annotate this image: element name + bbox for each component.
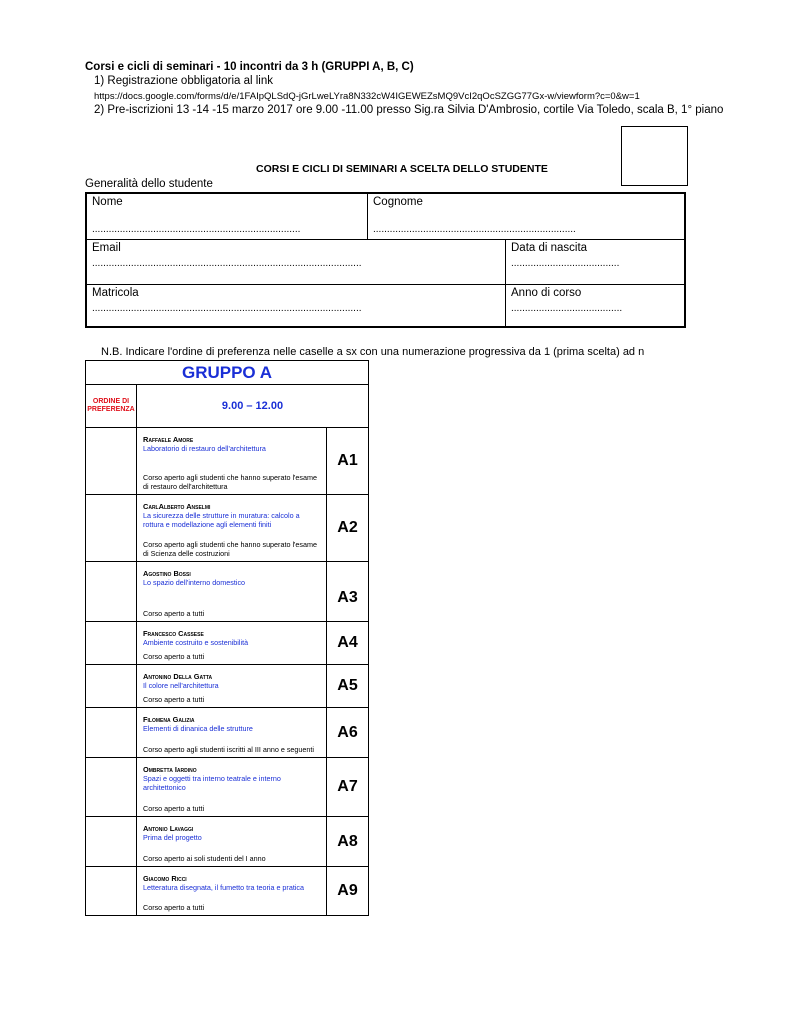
- group-title: GRUPPO A: [86, 361, 369, 385]
- photo-box: [621, 126, 688, 186]
- table-row: [86, 708, 369, 758]
- data-nascita-dots: .......................................: [511, 258, 620, 269]
- course-code: A9: [327, 867, 369, 916]
- table-row: [86, 562, 369, 622]
- email-label: Email: [92, 242, 121, 254]
- time-header: 9.00 – 12.00: [137, 385, 369, 428]
- course-code: A7: [327, 758, 369, 817]
- course-title: Laboratorio di restauro dell'architettura: [143, 444, 266, 453]
- professor-name: Agostino Bossi: [143, 569, 191, 578]
- preference-box-a7[interactable]: [86, 758, 137, 817]
- course-title: Ambiente costruito e sostenibilità: [143, 638, 249, 647]
- course-note: Corso aperto a tutti: [143, 903, 205, 912]
- course-note: Corso aperto agli studenti che hanno superato l'esame di Scienza delle costruzioni: [143, 540, 317, 558]
- anno-corso-label: Anno di corso: [511, 287, 582, 299]
- professor-name: Giacomo Ricci: [143, 874, 187, 883]
- preregistration-line: 2) Pre-iscrizioni 13 -14 -15 marzo 2017 ore 9.00 -11.00 presso Sig.ra Silvia D'Ambrosio, cortile Via Toledo, scala B, 1° piano: [94, 104, 724, 116]
- preference-box-a6[interactable]: [86, 708, 137, 758]
- cognome-field[interactable]: [368, 194, 684, 240]
- anno-corso-dots: ........................................: [511, 303, 623, 314]
- group-a-table: [85, 360, 369, 916]
- data-nascita-field[interactable]: [506, 240, 684, 285]
- course-code: A5: [327, 665, 369, 708]
- course-title: Spazi e oggetti tra interno teatrale e interno architettonico: [143, 774, 281, 792]
- course-note: Corso aperto a tutti: [143, 804, 205, 813]
- preference-box-a2[interactable]: [86, 495, 137, 562]
- matricola-label: Matricola: [92, 287, 139, 299]
- course-note: Corso aperto a tutti: [143, 609, 205, 618]
- professor-name: Filomena Galizia: [143, 715, 195, 724]
- header-title: Corsi e cicli di seminari - 10 incontri da 3 h (GRUPPI A, B, C): [85, 61, 414, 73]
- preference-box-a1[interactable]: [86, 428, 137, 495]
- course-title: Prima del progetto: [143, 833, 202, 842]
- professor-name: Francesco Cassese: [143, 629, 204, 638]
- course-note: Corso aperto a tutti: [143, 652, 205, 661]
- preference-box-a5[interactable]: [86, 665, 137, 708]
- email-dots: .................................................................................................: [92, 258, 362, 269]
- course-title: Letteratura disegnata, il fumetto tra teoria e pratica: [143, 883, 305, 892]
- form-title: CORSI E CICLI DI SEMINARI A SCELTA DELLO STUDENTE: [256, 163, 548, 175]
- preference-box-a3[interactable]: [86, 562, 137, 622]
- nome-label: Nome: [92, 196, 123, 208]
- professor-name: Antonino Della Gatta: [143, 672, 213, 681]
- table-row: [86, 665, 369, 708]
- course-note: Corso aperto a tutti: [143, 695, 205, 704]
- table-row: [86, 817, 369, 867]
- course-code: A2: [327, 495, 369, 562]
- email-field[interactable]: [87, 240, 506, 285]
- matricola-dots: .................................................................................................: [92, 303, 362, 314]
- course-note: Corso aperto ai soli studenti del I anno: [143, 854, 266, 863]
- preference-header: ORDINE DI PREFERENZA: [86, 385, 137, 428]
- course-note: Corso aperto agli studenti iscritti al III anno e seguenti: [143, 745, 314, 754]
- course-code: A1: [327, 428, 369, 495]
- course-code: A4: [327, 622, 369, 665]
- preference-note: N.B. Indicare l'ordine di preferenza nelle caselle a sx con una numerazione progressiva da 1 (prima scelta) ad n: [101, 346, 645, 358]
- data-nascita-label: Data di nascita: [511, 242, 588, 254]
- course-note: Corso aperto agli studenti che hanno superato l'esame di restauro dell'architettura: [143, 473, 317, 491]
- cognome-dots: .........................................................................: [373, 224, 576, 235]
- anno-corso-field[interactable]: [506, 285, 684, 326]
- course-code: A3: [327, 562, 369, 622]
- matricola-field[interactable]: [87, 285, 506, 326]
- course-title: La sicurezza delle strutture in muratura: calcolo a rottura e modellazione agli elementi finiti: [143, 511, 300, 529]
- course-code: A8: [327, 817, 369, 867]
- course-code: A6: [327, 708, 369, 758]
- professor-name: CarlAlberto Anselmi: [143, 502, 211, 511]
- student-info-label: Generalità dello studente: [85, 178, 213, 190]
- preference-box-a4[interactable]: [86, 622, 137, 665]
- professor-name: Antonio Lavaggi: [143, 824, 194, 833]
- nome-field[interactable]: [87, 194, 368, 240]
- student-info-table: [85, 192, 686, 328]
- table-row: [86, 622, 369, 665]
- preference-box-a9[interactable]: [86, 867, 137, 916]
- table-row: [86, 428, 369, 495]
- table-row: [86, 758, 369, 817]
- professor-name: Ombretta Iardino: [143, 765, 197, 774]
- registration-line: 1) Registrazione obbligatoria al link: [94, 75, 273, 87]
- course-title: Elementi di dinanica delle strutture: [143, 724, 253, 733]
- cognome-label: Cognome: [373, 196, 423, 208]
- nome-dots: ...........................................................................: [92, 224, 301, 235]
- table-row: [86, 867, 369, 916]
- course-title: Lo spazio dell'interno domestico: [143, 578, 246, 587]
- professor-name: Raffaele Amore: [143, 435, 194, 444]
- table-row: [86, 495, 369, 562]
- course-title: Il colore nell'architettura: [143, 681, 219, 690]
- registration-link[interactable]: https://docs.google.com/forms/d/e/1FAIpQLSdQ-jGrLweLYra8N332cW4IGEWEZsMQ9VcI2qOcSZGG77Gx-w/viewform?c=0&w=1: [94, 91, 640, 102]
- preference-box-a8[interactable]: [86, 817, 137, 867]
